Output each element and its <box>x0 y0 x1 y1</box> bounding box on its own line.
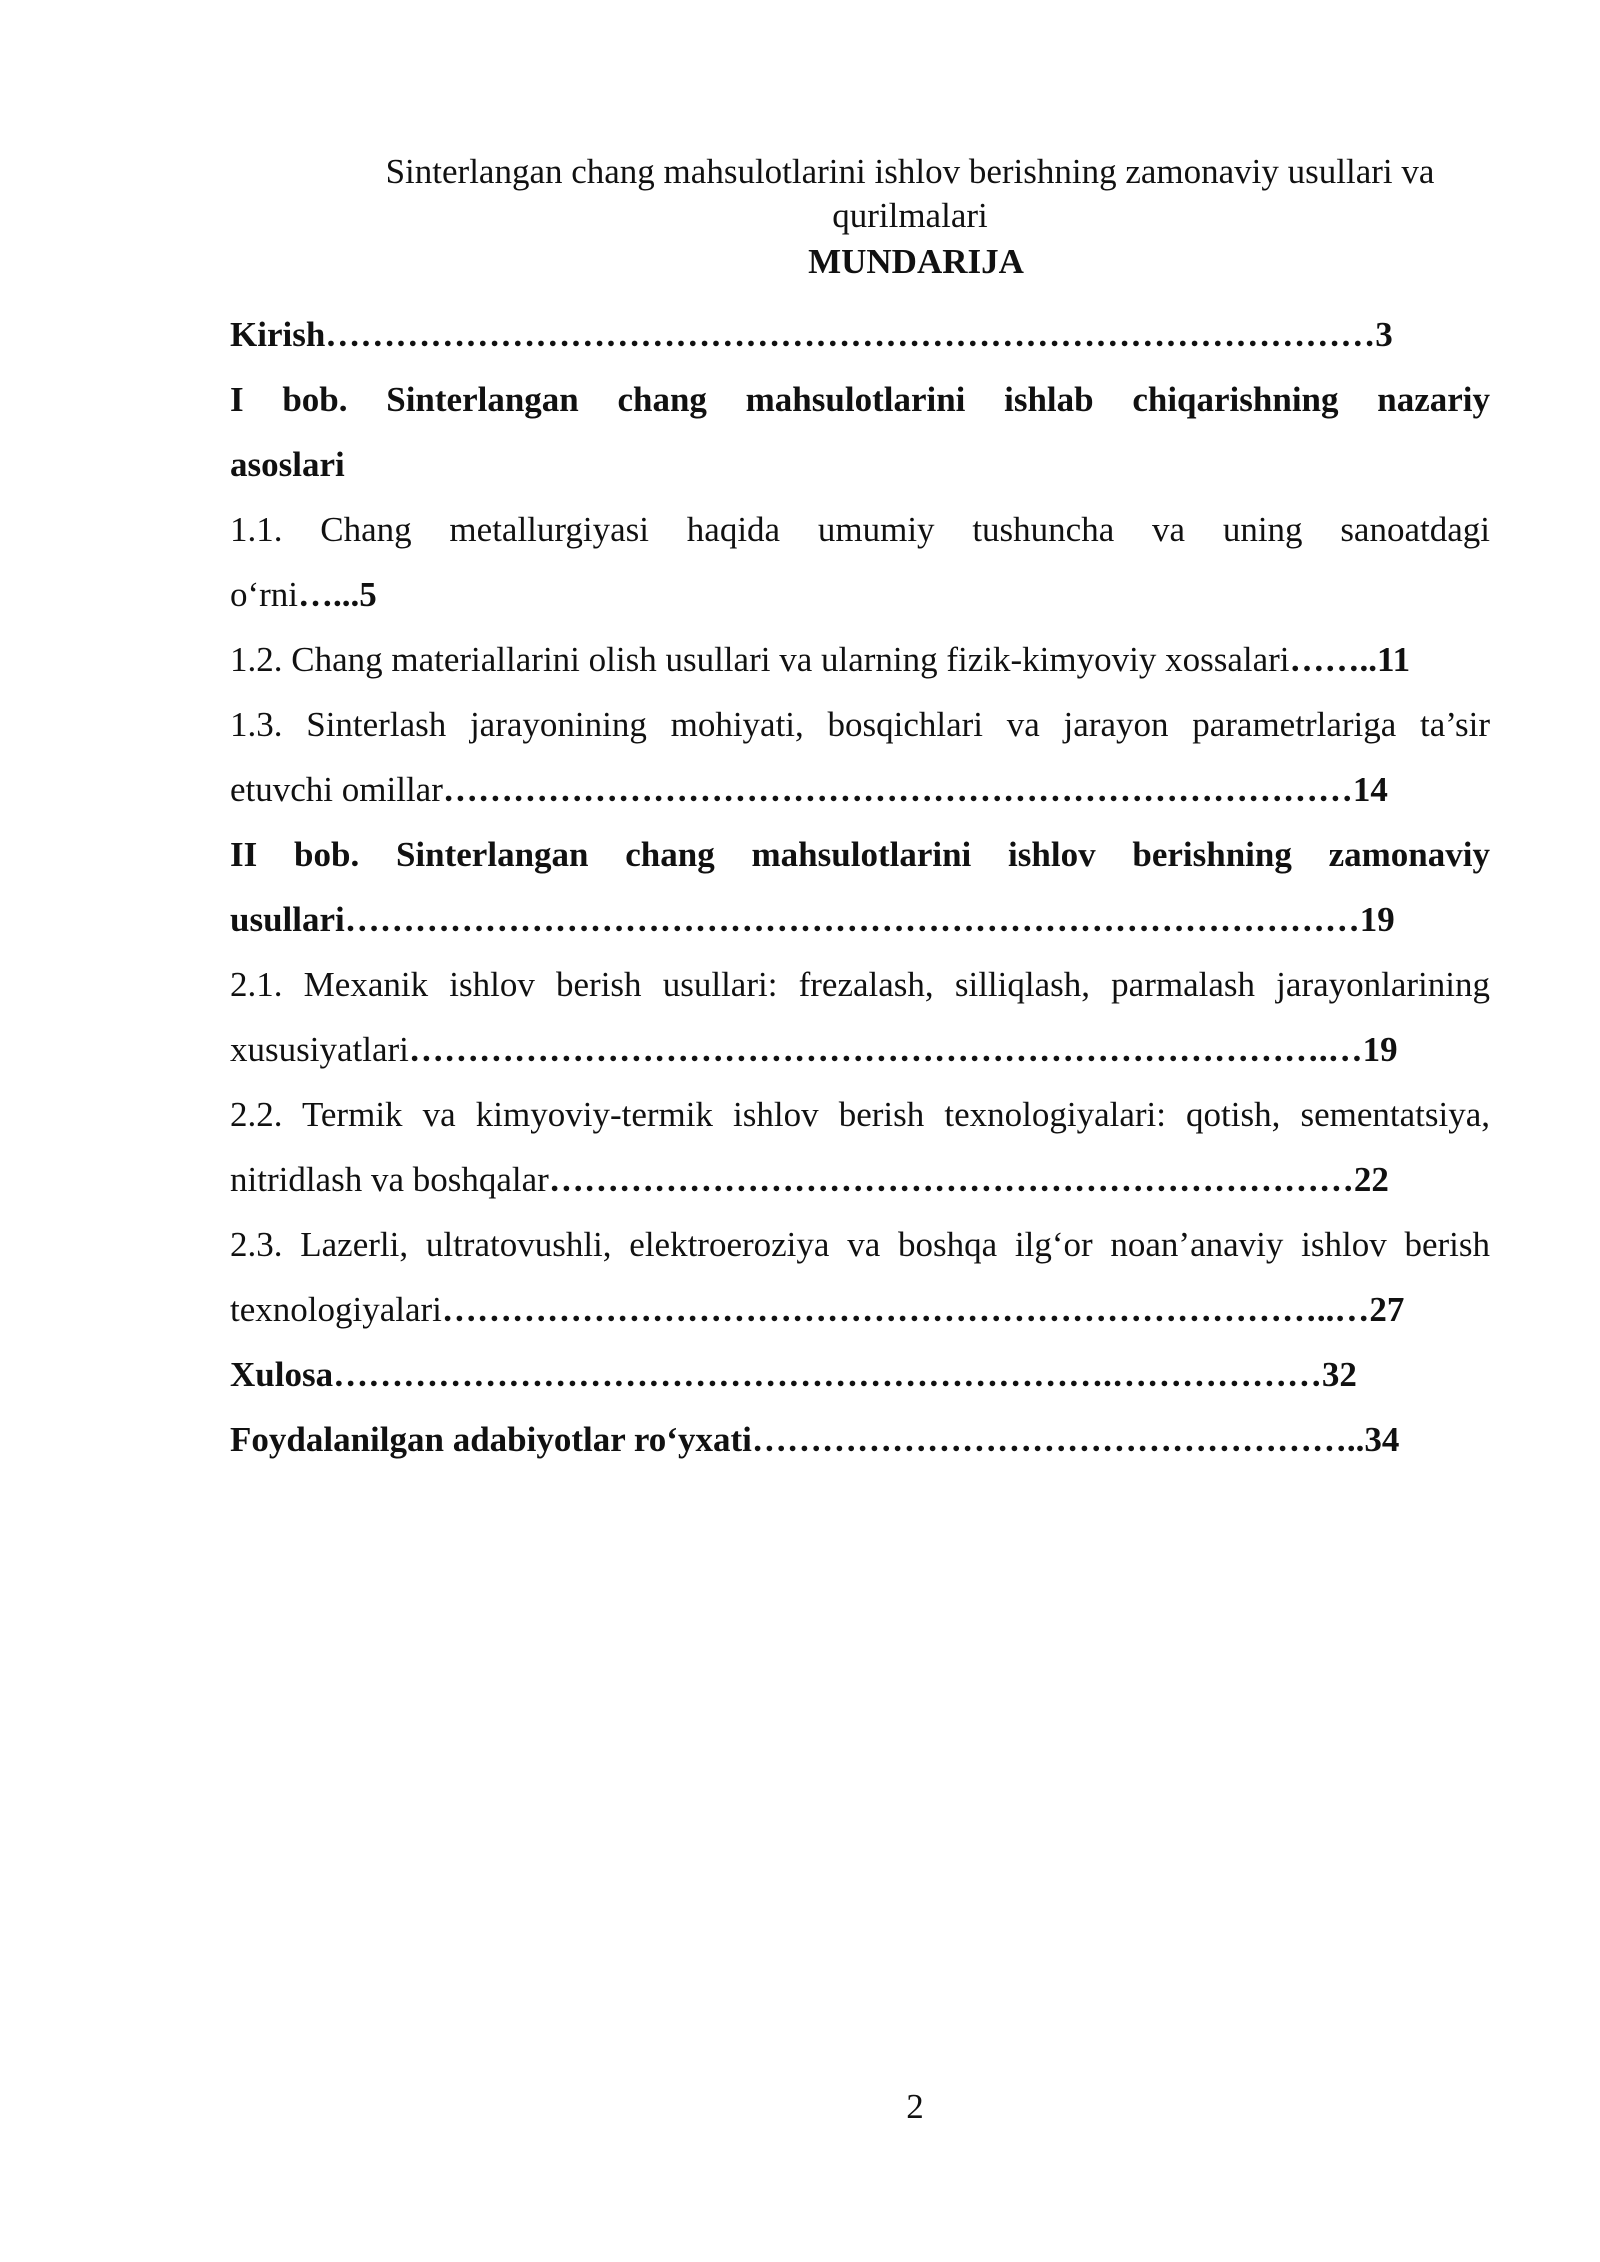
toc-heading <box>0 240 1600 284</box>
toc-entry <box>230 302 1490 367</box>
toc-entry-text: o‘rni <box>230 575 299 614</box>
toc-entry-text: xususiyatlari <box>230 1030 409 1069</box>
document-title: Sinterlangan chang mahsulotlarini ishlov berishning zamonaviy usullari va qurilmalari <box>385 152 1435 235</box>
toc-entry-text: II bob. Sinterlangan chang mahsulotlarini ishlov berishning zamonaviy <box>230 835 1490 874</box>
toc-entry-page: …………………………………………………………………….…19 <box>408 1030 1398 1069</box>
toc-entry-text: 2.3. Lazerli, ultratovushli, elektroeroziya va boshqa ilg‘or noan’anaviy ishlov berish <box>230 1225 1490 1264</box>
toc-entry <box>230 887 1490 952</box>
toc-entry <box>230 692 1490 757</box>
toc-heading-text: MUNDARIJA <box>808 242 1024 281</box>
toc-entry <box>230 1082 1490 1147</box>
toc-entry-text: Foydalanilgan adabiyotlar ro‘yxati <box>230 1420 752 1459</box>
toc-entry-text: 2.2. Termik va kimyoviy-termik ishlov berish texnologiyalari: qotish, sementatsiya, <box>230 1095 1490 1134</box>
toc-entry <box>230 952 1490 1017</box>
toc-entry-page: ……..11 <box>1289 640 1411 679</box>
toc-entry <box>230 822 1490 887</box>
toc-entry <box>230 1342 1490 1407</box>
toc-entry-text: nitridlash va boshqalar <box>230 1160 549 1199</box>
toc-entry <box>230 497 1490 562</box>
toc-entry-text: asoslari <box>230 445 345 484</box>
toc-entry-text: Xulosa………………………………………………………….………………32 <box>230 1355 1357 1394</box>
toc-entry-page: ……………………………………………………………………14 <box>442 770 1388 809</box>
toc-entry-text: 1.1. Chang metallurgiyasi haqida umumiy tushuncha va uning sanoatdagi <box>230 510 1490 549</box>
toc-entry <box>230 562 1490 627</box>
toc-entry <box>230 1017 1490 1082</box>
toc-entry <box>230 757 1490 822</box>
page-number: 2 <box>906 2087 924 2126</box>
toc-entry-text: etuvchi omillar <box>230 770 443 809</box>
toc-entry <box>230 627 1490 692</box>
toc-entry-page: ……………………………………………..34 <box>751 1420 1400 1459</box>
toc-entry-text: I bob. Sinterlangan chang mahsulotlarini ishlab chiqarishning nazariy <box>230 380 1490 419</box>
toc-entry-text: 2.1. Mexanik ishlov berish usullari: frezalash, silliqlash, parmalash jarayonlarining <box>230 965 1490 1004</box>
table-of-contents <box>230 302 1490 1472</box>
toc-entry <box>230 1212 1490 1277</box>
toc-entry <box>230 432 1490 497</box>
toc-entry-text: 1.2. Chang materiallarini olish usullari va ularning fizik-kimyoviy xossalari <box>230 640 1290 679</box>
toc-entry <box>230 1277 1490 1342</box>
toc-entry-text: usullari……………………………………………………………………………19 <box>230 900 1395 939</box>
toc-entry-page: …………………………………………………………………..…27 <box>441 1290 1405 1329</box>
toc-entry <box>230 1147 1490 1212</box>
toc-entry-page: ……………………………………………………………22 <box>548 1160 1389 1199</box>
toc-entry-text: Kirish………………………………………………………………………………3 <box>230 315 1393 354</box>
toc-entry <box>230 1407 1490 1472</box>
toc-entry-page: …...5 <box>298 575 377 614</box>
toc-entry <box>230 367 1490 432</box>
toc-entry-text: 1.3. Sinterlash jarayonining mohiyati, bosqichlari va jarayon parametrlariga ta’sir <box>230 705 1490 744</box>
toc-entry-text: texnologiyalari <box>230 1290 442 1329</box>
